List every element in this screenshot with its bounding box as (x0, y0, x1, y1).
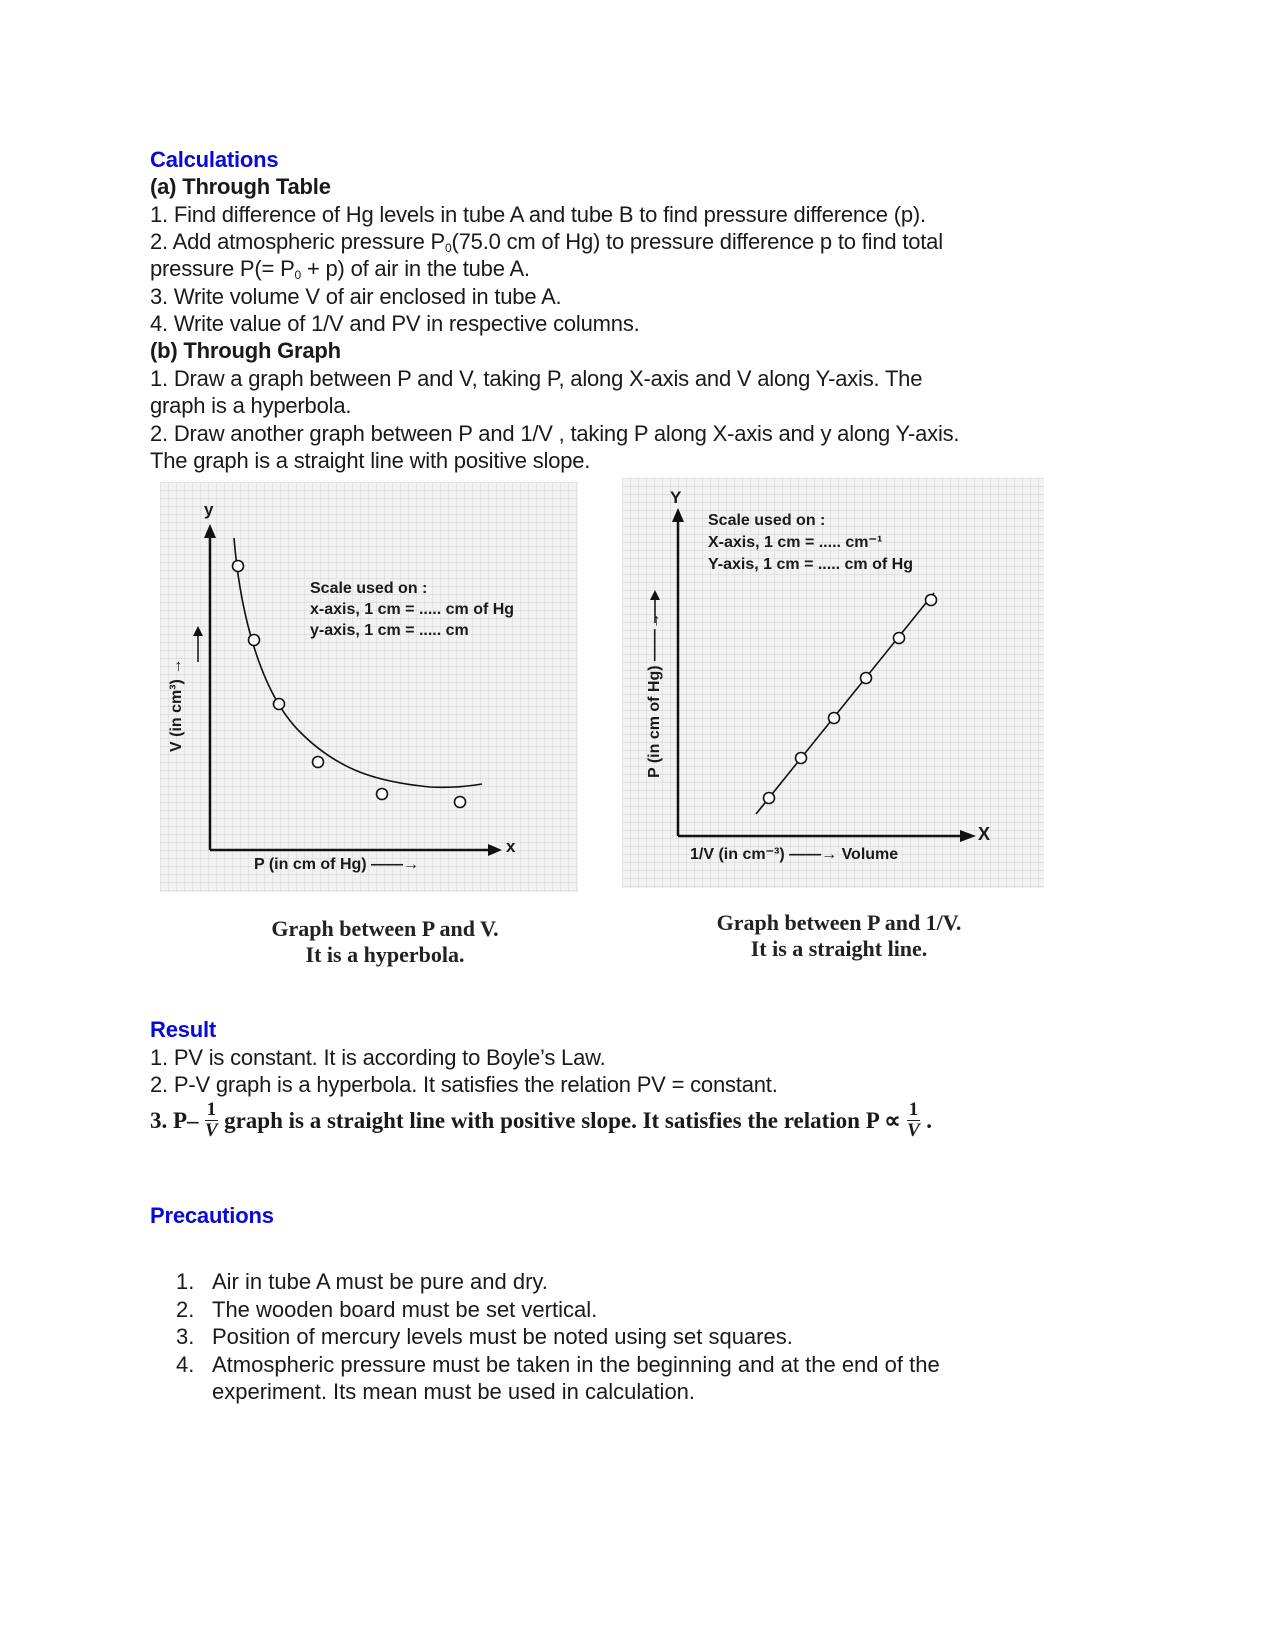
graph-step-1-cont: graph is a hyperbola. (150, 393, 352, 418)
graph-step-1: 1. Draw a graph between P and V, taking P, along X-axis and V along Y-axis. The (150, 366, 923, 391)
graph-step-2: 2. Draw another graph between P and 1/V , taking P along X-axis and y along Y-axis. (150, 421, 960, 446)
table-step-2-cont: pressure $P(= P_0 + p)$ of air in the tube A. (150, 256, 530, 282)
result-item-1: 1. PV is constant. It is according to Boyle’s Law. (150, 1045, 606, 1070)
p-inverse-v-graph-caption: Graph between P and 1/V. It is a straight line. (716, 910, 962, 961)
result-item-2: 2. P-V graph is a hyperbola. It satisfies the relation PV = constant. (150, 1072, 778, 1097)
precaution-item: 1. Air in tube A must be pure and dry. (176, 1269, 548, 1294)
precaution-item-cont: experiment. Its mean must be used in calculation. (212, 1379, 696, 1404)
fraction-one-over-v: $\frac{1}{V}$ (907, 1099, 920, 1141)
through-graph-heading: (b) Through Graph (150, 338, 341, 363)
x-axis-letter: x (506, 837, 516, 856)
x-axis-label: P (in cm of Hg) ——→ (254, 856, 420, 873)
y-axis-label: P (in cm of Hg) ——→ (646, 612, 663, 778)
pv-graph (160, 482, 578, 892)
scale-note: Scale used on : x-axis, 1 cm = ..... cm of Hg y-axis, 1 cm = ..... cm (310, 580, 515, 639)
pv-graph-caption: Graph between P and V. It is a hyperbola. (271, 916, 499, 967)
precautions-heading: Precautions (150, 1203, 274, 1228)
precaution-item: 3. Position of mercury levels must be noted using set squares. (176, 1324, 793, 1349)
precaution-item: 4. Atmospheric pressure must be taken in the beginning and at the end of the (176, 1352, 940, 1377)
y-axis-letter: y (204, 500, 214, 519)
fraction-one-over-v: $\frac{1}{V}$ (204, 1099, 218, 1141)
table-step-2: 2. Add atmospheric pressure $P_0(75.0$ cm of Hg) to pressure difference p to find total (150, 229, 943, 255)
through-table-heading: (a) Through Table (150, 174, 331, 199)
p-inverse-v-graph-figure (622, 478, 1044, 888)
table-step-1: 1. Find difference of Hg levels in tube A and tube B to find pressure difference (p). (150, 202, 926, 227)
table-step-3: 3. Write volume V of air enclosed in tube A. (150, 284, 562, 309)
pv-graph-figure (160, 482, 578, 892)
y-axis-letter: Y (670, 488, 682, 507)
graph-step-2-cont: The graph is a straight line with positive slope. (150, 448, 591, 473)
precaution-item: 2. The wooden board must be set vertical. (176, 1297, 598, 1322)
scale-note: Scale used on : X-axis, 1 cm = ..... cm⁻¹ Y-axis, 1 cm = ..... cm of Hg (708, 512, 913, 573)
result-item-3: 3. P– $\frac{1}{V}$ graph is a straight line with positive slope. It satisfies the relation P ∝ $\frac{1}{V}$ . (150, 1099, 932, 1141)
result-heading: Result (150, 1017, 217, 1042)
y-axis-label: V (in cm³) → (168, 658, 185, 752)
x-axis-label: 1/V (in cm⁻³) ——→ Volume (690, 846, 899, 863)
x-axis-letter: X (978, 824, 991, 844)
table-step-4: 4. Write value of 1/V and PV in respective columns. (150, 311, 640, 336)
calculations-heading: Calculations (150, 147, 279, 172)
